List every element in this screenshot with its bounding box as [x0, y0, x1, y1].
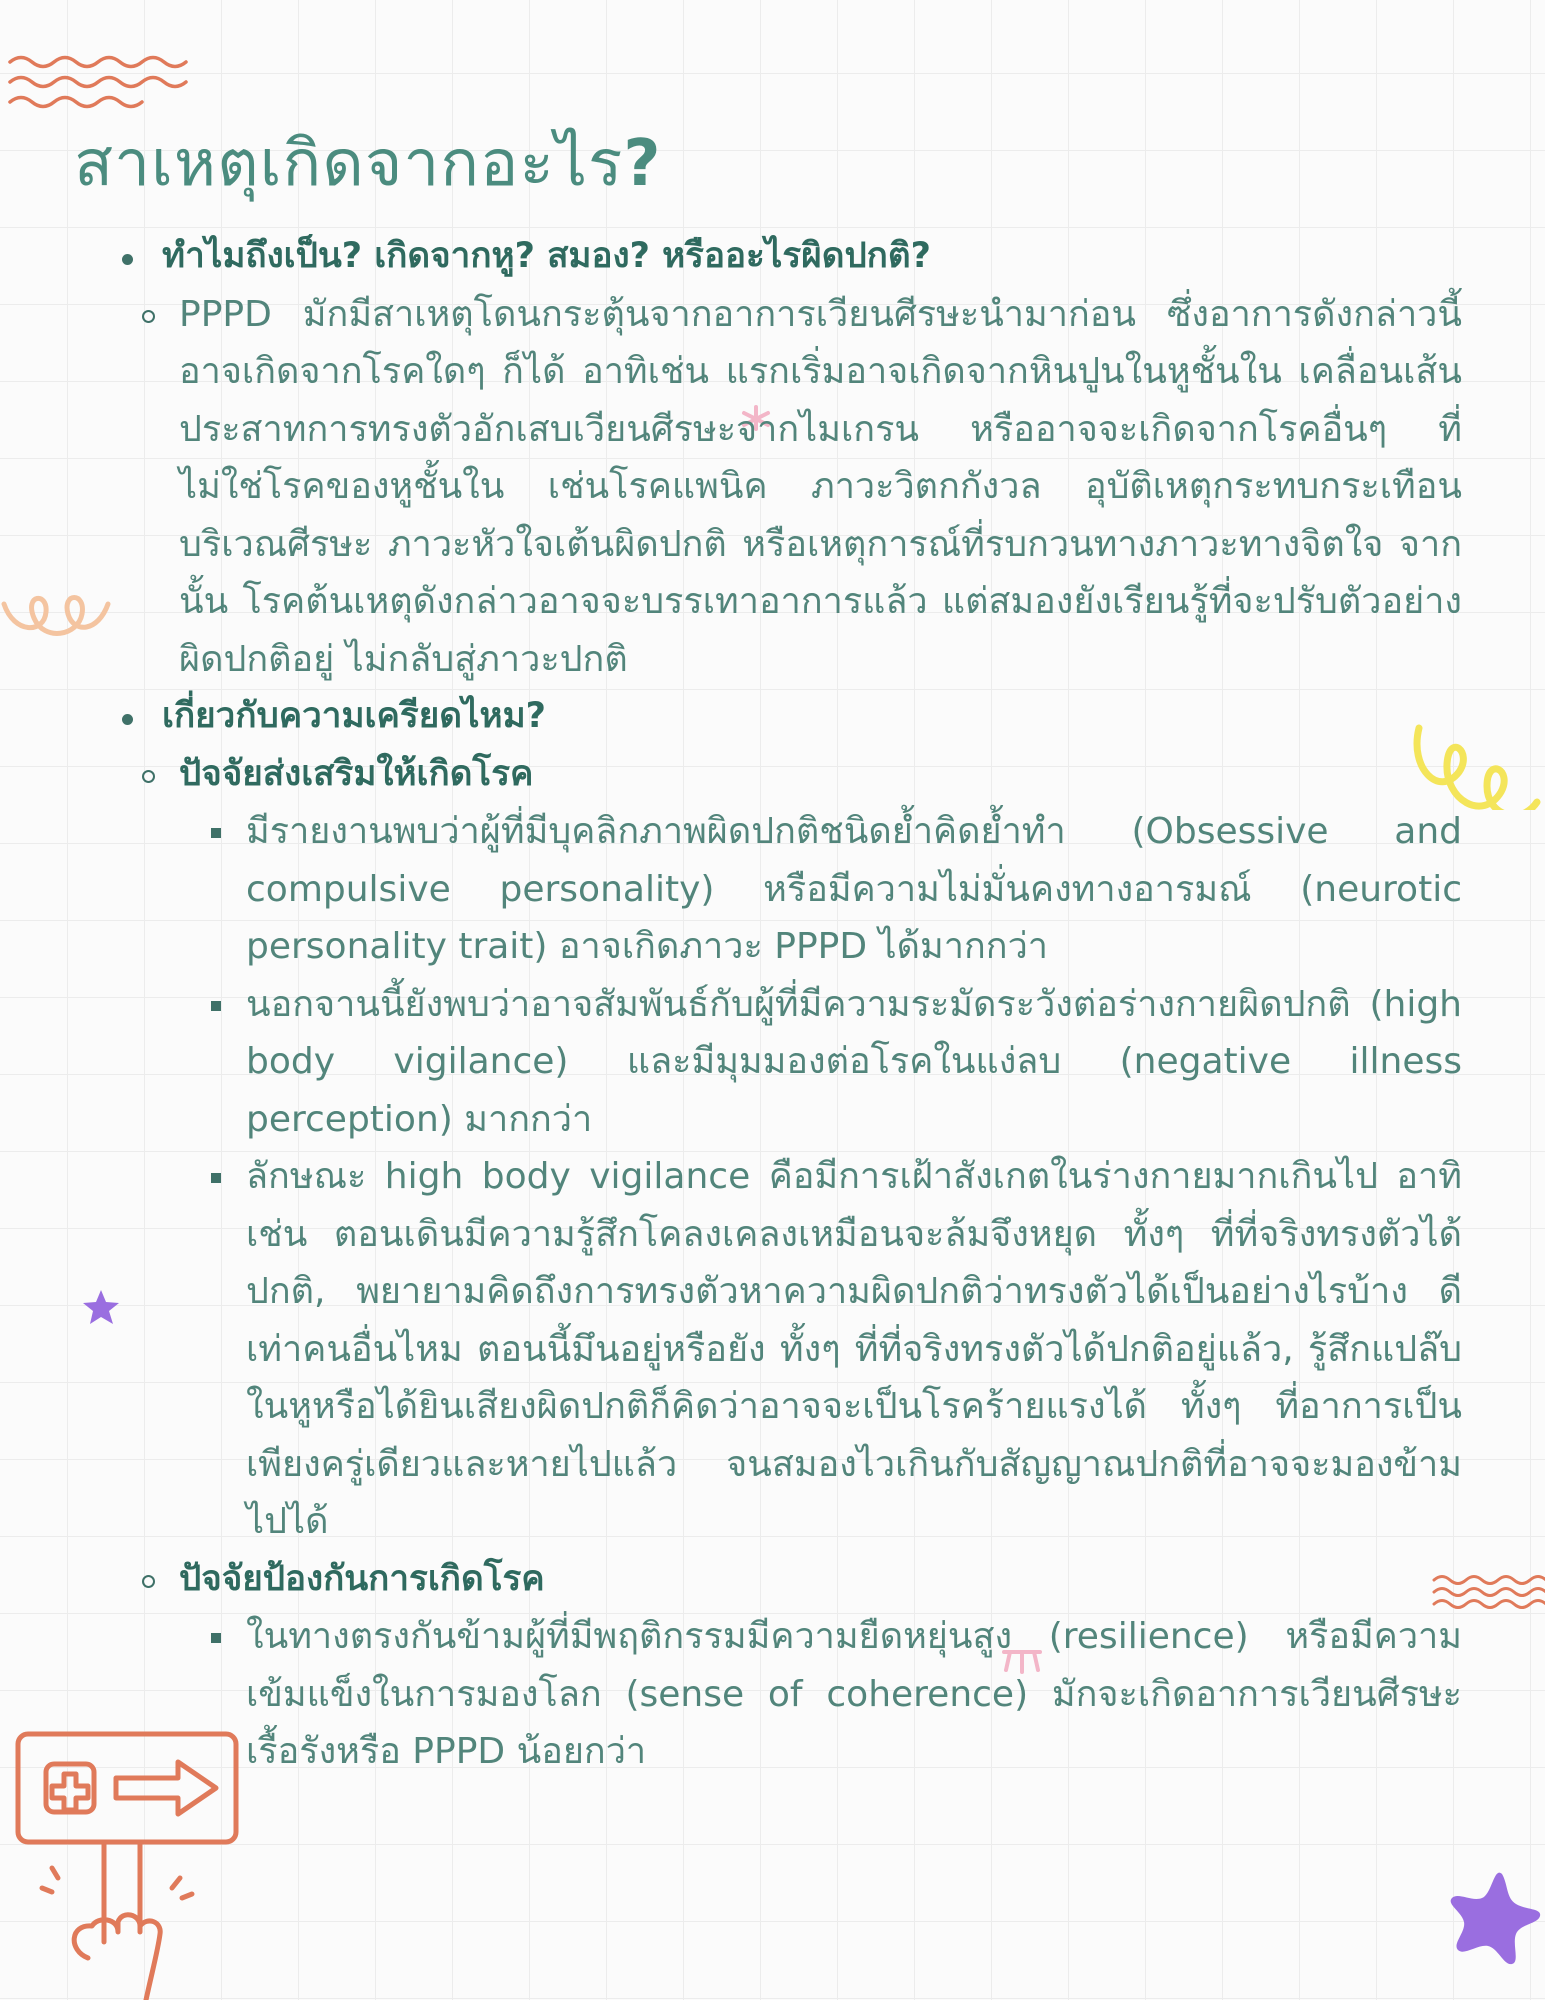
- section-list: [110, 688, 1462, 746]
- hollow-bullet-icon: [142, 1575, 155, 1588]
- bullet-text: ในทางตรงกันข้ามผู้ที่มีพฤติกรรมมีความยืดหยุ่นสูง (resilience) หรือมีความเข้มแข็งในการมองโลก (sense of coherence) มักจะเกิดอาการเวียนศีรษะเรื้อรังหรือ PPPD น้อยกว่า: [246, 1616, 1462, 1772]
- page-title: [74, 112, 662, 214]
- square-bullet-icon: [211, 1173, 221, 1183]
- bullet-text: มีรายงานพบว่าผู้ที่มีบุคลิกภาพผิดปกติชนิดย้ำคิดย้ำทำ (Obsessive and compulsive personality) หรือมีความไม่มั่นคงทางอารมณ์ (neurotic personality trait) อาจเกิดภาวะ PPPD ได้มากกว่า: [246, 811, 1462, 967]
- cause-item: [58, 286, 1462, 689]
- square-bullet-icon: [211, 1633, 221, 1643]
- list-item: [58, 803, 1462, 976]
- hollow-bullet-icon: [142, 770, 155, 783]
- subsection-promoting: [58, 746, 1462, 804]
- subsection-protective: [58, 1551, 1462, 1609]
- bullet-text: นอกจานนี้ยังพบว่าอาจสัมพันธ์กับผู้ที่มีความระมัดระวังต่อร่างกายผิดปกติ (high body vigilance) และมีมุมมองต่อโรคในแง่ลบ (negative illness perception) มากกว่า: [246, 983, 1462, 1140]
- section-heading: ทำไมถึงเป็น? เกิดจากหู? สมอง? หรืออะไรผิดปกติ?: [162, 236, 931, 276]
- list-item: [58, 1148, 1462, 1551]
- subsection-heading: ปัจจัยส่งเสริมให้เกิดโรค: [179, 753, 534, 794]
- hollow-bullet-icon: [142, 310, 155, 323]
- cause-paragraph: PPPD มักมีสาเหตุโดนกระตุ้นจากอาการเวียนศีรษะนำมาก่อน ซึ่งอาการดังกล่าวนี้ อาจเกิดจากโรคใดๆ ก็ได้ อาทิเช่น แรกเริ่มอาจเกิดจากหินปูนในหูชั้นใน เคลื่อนเส้นประสาทการทรงตัวอักเสบเวียนศีรษะจากไมเกรน หรืออาจจะเกิดจากโรคอื่นๆ ที่ไม่ใช่โรคของหูชั้นใน เช่นโรคแพนิค ภาวะวิตกกังวล อุบัติเหตุกระทบกระเทือนบริเวณศีรษะ ภาวะหัวใจเต้นผิดปกติ หรือเหตุการณ์ที่รบกวนทางภาวะทางจิตใจ จากนั้น โรคต้นเหตุดังกล่าวอาจจะบรรเทาอาการแล้ว แต่สมองยังเรียนรู้ที่จะปรับตัวอย่างผิดปกติอยู่ ไม่กลับสู่ภาวะปกติ: [179, 293, 1462, 680]
- section-cause: [110, 228, 1462, 286]
- wave-lines-top-left: [6, 52, 196, 112]
- purple-star-large: [1450, 1868, 1545, 1968]
- page-title-text: สาเหตุเกิดจากอะไร: [74, 127, 624, 201]
- bullet-text: ลักษณะ high body vigilance คือมีการเฝ้าสังเกตในร่างกายมากเกินไป อาทิเช่น ตอนเดินมีความรู้สึกโคลงเคลงเหมือนจะล้มจึงหยุด ทั้งๆ ที่ที่จริงทรงตัวได้ปกติ, พยายามคิดถึงการทรงตัวหาความผิดปกติว่าทรงตัวได้เป็นอย่างไรบ้าง ดีเท่าคนอื่นไหม ตอนนี้มึนอยู่หรือยัง ทั้งๆ ที่ที่จริงทรงตัวได้ปกติอยู่แล้ว, รู้สึกแปล๊บในหูหรือได้ยินเสียงผิดปกติก็คิดว่าอาจจะเป็นโรคร้ายแรงได้ ทั้งๆ ที่อาการเป็นเพียงครู่เดียวและหายไปแล้ว จนสมองไวเกินกับสัญญาณปกติที่อาจจะมองข้ามไปได้: [246, 1156, 1462, 1542]
- square-bullet-icon: [211, 1001, 221, 1011]
- page-title-mark: ?: [623, 127, 662, 201]
- list-item: [58, 976, 1462, 1149]
- content-body: [110, 228, 1462, 1781]
- section-list: [110, 228, 1462, 286]
- square-bullet-icon: [211, 828, 221, 838]
- section-heading: เกี่ยวกับความเครียดไหม?: [162, 696, 546, 736]
- subsection-heading: ปัจจัยป้องกันการเกิดโรค: [179, 1558, 545, 1599]
- section-stress: [110, 688, 1462, 746]
- list-item: [58, 1608, 1462, 1781]
